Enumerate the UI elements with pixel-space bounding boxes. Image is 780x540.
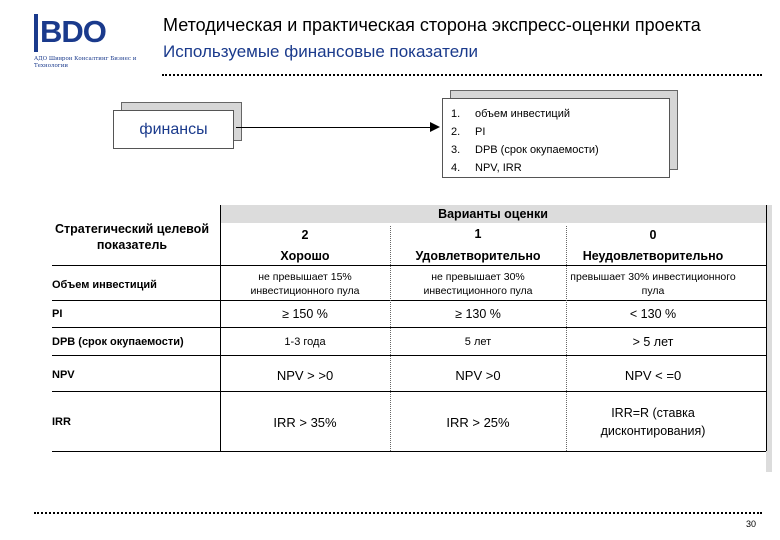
table-cell: не превышает 30% инвестиционного пула <box>423 271 533 297</box>
arrow-line <box>236 127 431 128</box>
row-name: NPV <box>52 369 75 381</box>
table-cell: IRR > 35% <box>273 414 337 430</box>
list-item: 2. PI <box>451 126 486 138</box>
table-cell: ≥ 150 % <box>282 307 328 321</box>
logo-bar <box>34 14 38 52</box>
logo-subtitle: АДО Шиврон Консалтинг Бизнес и Технологии <box>34 56 137 69</box>
row-divider <box>52 300 766 301</box>
finance-label: финансы <box>139 120 208 138</box>
column-divider <box>220 205 221 451</box>
table-cell: > 5 лет <box>632 335 674 349</box>
table-cell: IRR=R (ставка дисконтирования) <box>600 406 706 438</box>
column-score: 2 <box>301 228 309 242</box>
title-separator <box>162 74 762 76</box>
row-name: Объем инвестиций <box>52 279 157 291</box>
column-label: Неудовлетворительно <box>582 249 724 263</box>
column-divider <box>390 226 391 451</box>
table-cell: превышает 30% инвестиционного пула <box>570 271 736 297</box>
table-cell: NPV > >0 <box>276 367 334 383</box>
column-label: Удовлетворительно <box>415 249 541 263</box>
indicator-list-box <box>442 98 670 178</box>
column-score: 1 <box>474 227 482 241</box>
column-label: Хорошо <box>280 249 330 263</box>
row-name: IRR <box>52 416 71 428</box>
row-divider <box>52 355 766 356</box>
table-cell: IRR > 25% <box>446 414 510 430</box>
list-item: 1. объем инвестиций <box>451 108 570 120</box>
group-header: Варианты оценки <box>438 207 548 221</box>
column-divider <box>566 226 567 451</box>
logo-name: BDO <box>40 14 106 49</box>
arrow-right-icon <box>430 122 440 132</box>
page-number: 30 <box>746 519 757 529</box>
table-cell: не превышает 15% инвестиционного пула <box>250 271 360 297</box>
list-item: 4. NPV, IRR <box>451 162 522 174</box>
table-cell: ≥ 130 % <box>455 307 501 321</box>
table-cell: NPV >0 <box>455 367 501 383</box>
table-cell: < 130 % <box>629 307 677 321</box>
footer-separator <box>34 512 762 514</box>
list-item: 3. DPB (срок окупаемости) <box>451 144 599 156</box>
table-cell: 5 лет <box>464 336 492 348</box>
row-divider <box>52 327 766 328</box>
column-score: 0 <box>649 228 657 242</box>
row-divider <box>52 265 766 266</box>
page-subtitle: Используемые финансовые показатели <box>163 42 479 61</box>
table-cell: 1-3 года <box>284 336 326 348</box>
indicator-list <box>451 105 599 177</box>
row-divider <box>52 451 766 452</box>
table-cell: NPV < =0 <box>624 367 682 383</box>
corner-label: Стратегический целевой показатель <box>55 222 209 252</box>
finance-box <box>113 110 234 149</box>
row-name: DPB (срок окупаемости) <box>52 336 184 348</box>
column-divider <box>766 205 767 451</box>
row-name: PI <box>52 308 63 320</box>
page-title: Методическая и практическая сторона экспресс-оценки проекта <box>163 15 701 35</box>
row-divider <box>52 391 766 392</box>
